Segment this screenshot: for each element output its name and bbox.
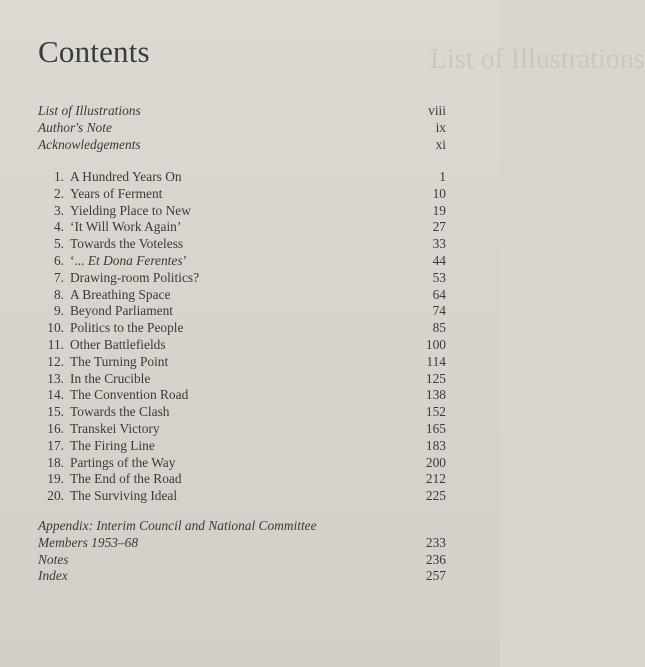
chapter-entry xyxy=(38,438,446,455)
facing-page-bleed-text: List of Illustrations xyxy=(430,44,645,75)
toc-entry xyxy=(38,568,446,585)
toc-entry xyxy=(38,552,446,569)
chapter-page: 165 xyxy=(425,420,446,436)
chapter-page: 74 xyxy=(432,303,446,319)
chapter-entry xyxy=(38,236,446,253)
back-matter-list xyxy=(38,518,446,585)
entry-title: List of Illustrations xyxy=(38,103,141,118)
chapter-entry xyxy=(38,387,446,404)
entry-page: viii xyxy=(428,103,446,118)
chapter-entry xyxy=(38,471,446,488)
chapter-page: 200 xyxy=(425,454,446,470)
chapter-number: 6. xyxy=(53,252,64,268)
chapter-page: 212 xyxy=(425,471,446,487)
chapter-title: The Convention Road xyxy=(70,387,189,403)
entry-title: Members 1953–68 xyxy=(38,534,139,550)
chapter-number: 2. xyxy=(53,185,64,201)
chapter-list xyxy=(38,169,446,505)
chapter-number: 1. xyxy=(53,169,64,184)
chapter-title: Politics to the People xyxy=(70,320,184,336)
entry-title: Acknowledgements xyxy=(38,136,141,152)
chapter-title: Drawing-room Politics? xyxy=(70,269,200,285)
chapter-title: In the Crucible xyxy=(70,370,151,386)
chapter-number: 11. xyxy=(47,336,64,352)
chapter-page: 1 xyxy=(439,169,446,184)
chapter-page: 27 xyxy=(432,219,446,235)
chapter-number: 20. xyxy=(47,488,64,504)
chapter-title: Towards the Clash xyxy=(70,404,170,420)
chapter-number: 15. xyxy=(47,404,64,420)
chapter-page: 44 xyxy=(432,252,446,268)
front-matter-list xyxy=(38,103,446,153)
chapter-page: 33 xyxy=(432,236,446,252)
chapter-title: Yielding Place to New xyxy=(70,202,191,218)
entry-page: 257 xyxy=(425,568,446,584)
chapter-number: 18. xyxy=(47,454,64,470)
chapter-entry xyxy=(38,169,446,186)
chapter-number: 10. xyxy=(47,320,64,336)
chapter-number: 13. xyxy=(47,370,64,386)
toc-entry xyxy=(38,120,446,137)
chapter-page: 125 xyxy=(425,370,446,386)
chapter-title: A Hundred Years On xyxy=(70,169,182,184)
chapter-title: ‘It Will Work Again’ xyxy=(70,219,182,235)
chapter-entry xyxy=(38,421,446,438)
chapter-title-prefix: ‘... xyxy=(70,252,88,268)
chapter-page: 53 xyxy=(432,269,446,285)
chapter-number: 12. xyxy=(47,353,64,369)
chapter-entry xyxy=(38,303,446,320)
entry-title: Author's Note xyxy=(38,119,112,135)
chapter-number: 17. xyxy=(47,437,64,453)
chapter-title xyxy=(70,253,187,270)
chapter-page: 152 xyxy=(425,404,446,420)
page-title: Contents xyxy=(38,34,150,69)
entry-page: ix xyxy=(435,119,446,135)
chapter-entry xyxy=(38,488,446,505)
chapter-page: 64 xyxy=(432,286,446,302)
chapter-title-italic: Et Dona Ferentes xyxy=(87,252,183,268)
chapter-entry xyxy=(38,404,446,421)
toc-entry xyxy=(38,137,446,154)
chapter-page: 19 xyxy=(432,202,446,218)
chapter-entry xyxy=(38,219,446,236)
chapter-entry xyxy=(38,203,446,220)
chapter-title: Partings of the Way xyxy=(70,454,176,470)
entry-page: 233 xyxy=(425,534,446,550)
toc-entry xyxy=(38,518,446,535)
chapter-entry xyxy=(38,186,446,203)
chapter-page: 183 xyxy=(425,437,446,453)
chapter-number: 4. xyxy=(53,219,64,235)
toc-entry xyxy=(38,535,446,552)
entry-title: Appendix: Interim Council and National Committee xyxy=(38,518,317,533)
chapter-number: 5. xyxy=(53,236,64,252)
chapter-number: 16. xyxy=(47,420,64,436)
chapter-entry xyxy=(38,354,446,371)
chapter-title: The Surviving Ideal xyxy=(70,488,178,504)
chapter-page: 138 xyxy=(425,387,446,403)
chapter-title: Years of Ferment xyxy=(70,185,163,201)
chapter-title: The End of the Road xyxy=(70,471,182,487)
chapter-page: 10 xyxy=(432,185,446,201)
entry-title: Index xyxy=(38,568,68,584)
chapter-title: Other Battlefields xyxy=(70,336,166,352)
chapter-title: Beyond Parliament xyxy=(70,303,174,319)
chapter-title: The Turning Point xyxy=(70,353,169,369)
chapter-title-suffix: ’ xyxy=(182,252,188,268)
entry-page: xi xyxy=(435,136,446,152)
chapter-title: The Firing Line xyxy=(70,437,155,453)
chapter-entry xyxy=(38,270,446,287)
chapter-entry xyxy=(38,455,446,472)
chapter-page: 114 xyxy=(426,353,446,369)
chapter-number: 19. xyxy=(47,471,64,487)
chapter-page: 100 xyxy=(425,336,446,352)
chapter-number: 7. xyxy=(53,269,64,285)
chapter-number: 9. xyxy=(53,303,64,319)
chapter-entry xyxy=(38,371,446,388)
entry-title: Notes xyxy=(38,551,69,567)
toc-entry xyxy=(38,103,446,120)
chapter-entry xyxy=(38,320,446,337)
chapter-entry xyxy=(38,287,446,304)
chapter-number: 14. xyxy=(47,387,64,403)
chapter-number: 8. xyxy=(53,286,64,302)
chapter-title: A Breathing Space xyxy=(70,286,171,302)
chapter-title: Towards the Voteless xyxy=(70,236,184,252)
chapter-page: 225 xyxy=(425,488,446,504)
chapter-page: 85 xyxy=(432,320,446,336)
entry-page: 236 xyxy=(425,551,446,567)
chapter-entry xyxy=(38,253,446,270)
chapter-number: 3. xyxy=(53,202,64,218)
chapter-entry xyxy=(38,337,446,354)
chapter-title: Transkei Victory xyxy=(70,420,160,436)
